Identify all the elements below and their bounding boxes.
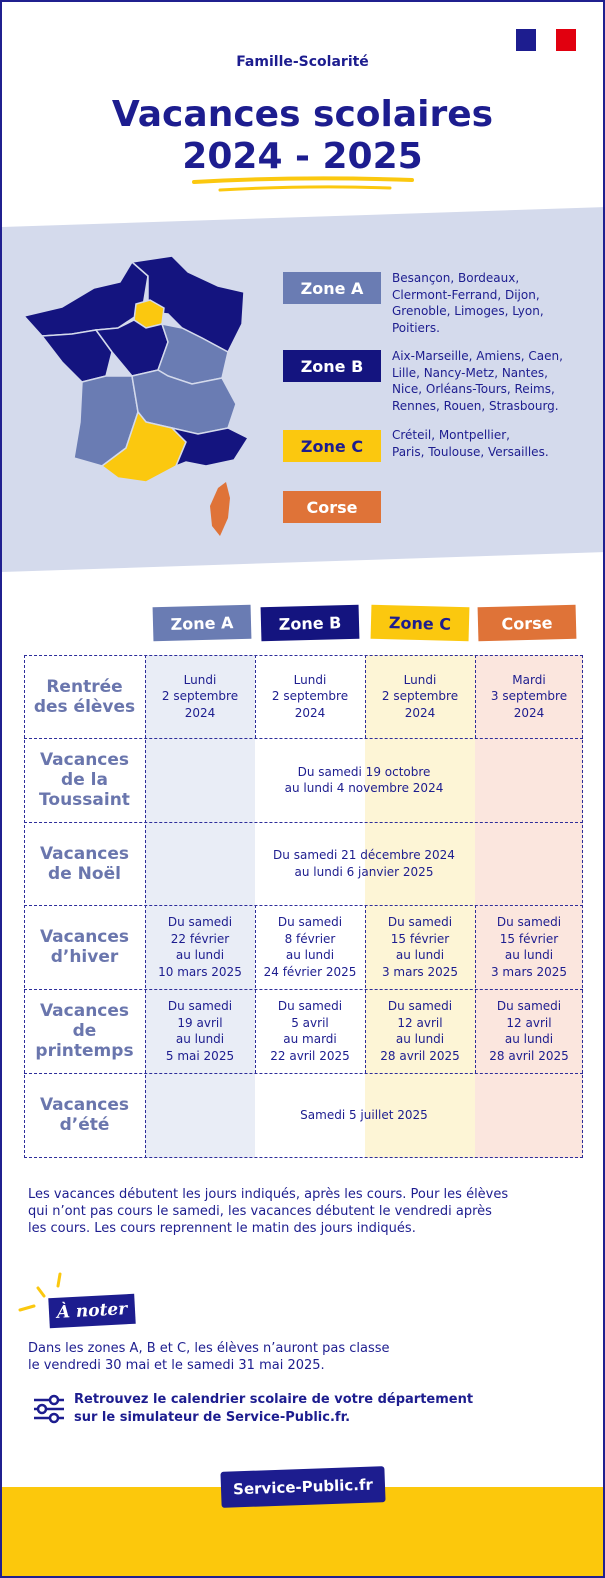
simulator-link[interactable]: Retrouvez le calendrier scolaire de votre département sur le simulateur de Service-Public.fr. bbox=[74, 1392, 474, 1425]
city-line: Poitiers. bbox=[392, 320, 440, 335]
category-label: Famille-Scolarité bbox=[236, 54, 369, 70]
table-cell-span: Du samedi 21 décembre 2024 au lundi 6 janvier 2025 bbox=[273, 848, 455, 879]
a-noter-text: Dans les zones A, B et C, les élèves n’auront pas classe le vendredi 30 mai et le samedi 31 mai 2025. bbox=[28, 1341, 390, 1373]
title-line-2: 2024 - 2025 bbox=[182, 136, 423, 177]
city-line: Rennes, Rouen, Strasbourg. bbox=[392, 398, 559, 413]
a-noter-badge: À noter bbox=[48, 1294, 135, 1328]
row-label-rentree: Rentrée des élèves bbox=[33, 676, 136, 717]
table-cell-span: Du samedi 19 octobre au lundi 4 novembre 2024 bbox=[284, 764, 444, 795]
city-line: Lille, Nancy-Metz, Nantes, bbox=[392, 365, 548, 380]
title-line-1: Vacances scolaires bbox=[111, 94, 494, 135]
zone-c-tag: Zone C bbox=[283, 430, 381, 462]
col-header-corse: Corse bbox=[478, 605, 577, 642]
city-line: Aix-Marseille, Amiens, Caen, bbox=[392, 349, 563, 363]
table-cell: Du samedi 15 février au lundi 3 mars 2025 bbox=[381, 915, 459, 979]
zone-a-tag: Zone A bbox=[283, 272, 381, 304]
zone-a-cities bbox=[392, 270, 592, 336]
col-header-zone-b: Zone B bbox=[261, 605, 360, 642]
col-header-zone-c: Zone C bbox=[371, 605, 470, 642]
table-cell: Du samedi 5 avril au mardi 22 avril 2025 bbox=[270, 999, 350, 1063]
france-zones-map bbox=[22, 252, 262, 542]
table-cell: Du samedi 12 avril au lundi 28 avril 2025 bbox=[380, 999, 460, 1063]
zone-b-tag: Zone B bbox=[283, 350, 381, 382]
row-label-toussaint: Vacances de la Toussaint bbox=[39, 750, 130, 810]
table-cell: Lundi 2 septembre 2024 bbox=[161, 672, 239, 720]
table-cell-span: Samedi 5 juillet 2025 bbox=[300, 1107, 428, 1122]
city-line: Créteil, Montpellier, bbox=[392, 428, 510, 442]
city-line: Paris, Toulouse, Versailles. bbox=[392, 444, 549, 459]
city-line: Besançon, Bordeaux, bbox=[392, 271, 520, 285]
table-cell: Du samedi 19 avril au lundi 5 mai 2025 bbox=[165, 999, 235, 1063]
table-cell: Du samedi 15 février au lundi 3 mars 2025 bbox=[490, 915, 568, 979]
table-cell: Du samedi 22 février au lundi 10 mars 2025 bbox=[158, 915, 242, 979]
corse-tag: Corse bbox=[283, 491, 381, 523]
table-cell: Lundi 2 septembre 2024 bbox=[271, 672, 349, 720]
table-cell: Du samedi 8 février au lundi 24 février 2025 bbox=[263, 915, 357, 979]
title-underline-decoration bbox=[190, 174, 418, 196]
city-line: Clermont-Ferrand, Dijon, bbox=[392, 287, 540, 302]
row-label-ete: Vacances d’été bbox=[39, 1095, 130, 1135]
french-flag-icon bbox=[516, 29, 576, 51]
row-label-hiver: Vacances d’hiver bbox=[39, 927, 130, 967]
city-line: Nice, Orléans-Tours, Reims, bbox=[392, 382, 555, 396]
row-label-noel: Vacances de Noël bbox=[39, 843, 130, 884]
zone-c-cities bbox=[392, 427, 592, 460]
sliders-icon bbox=[32, 1394, 66, 1424]
col-header-zone-a: Zone A bbox=[153, 605, 252, 642]
row-label-printemps: Vacances de printemps bbox=[35, 1001, 134, 1061]
table-cell: Du samedi 12 avril au lundi 28 avril 2025 bbox=[489, 999, 569, 1063]
page-title bbox=[2, 94, 603, 178]
zone-b-cities bbox=[392, 348, 592, 414]
city-line: Grenoble, Limoges, Lyon, bbox=[392, 304, 544, 318]
table-cell: Lundi 2 septembre 2024 bbox=[381, 672, 459, 720]
info-paragraph: Les vacances débutent les jours indiqués, après les cours. Pour les élèves qui n’ont pas cours le samedi, les vacances débutent le vendredi après les cours. Les cours reprennent le matin des jours indiqués. bbox=[28, 1187, 509, 1236]
grid-line bbox=[24, 1157, 583, 1158]
table-cell: Mardi 3 septembre 2024 bbox=[490, 672, 568, 720]
service-public-logo-button[interactable]: Service-Public.fr bbox=[220, 1466, 385, 1508]
